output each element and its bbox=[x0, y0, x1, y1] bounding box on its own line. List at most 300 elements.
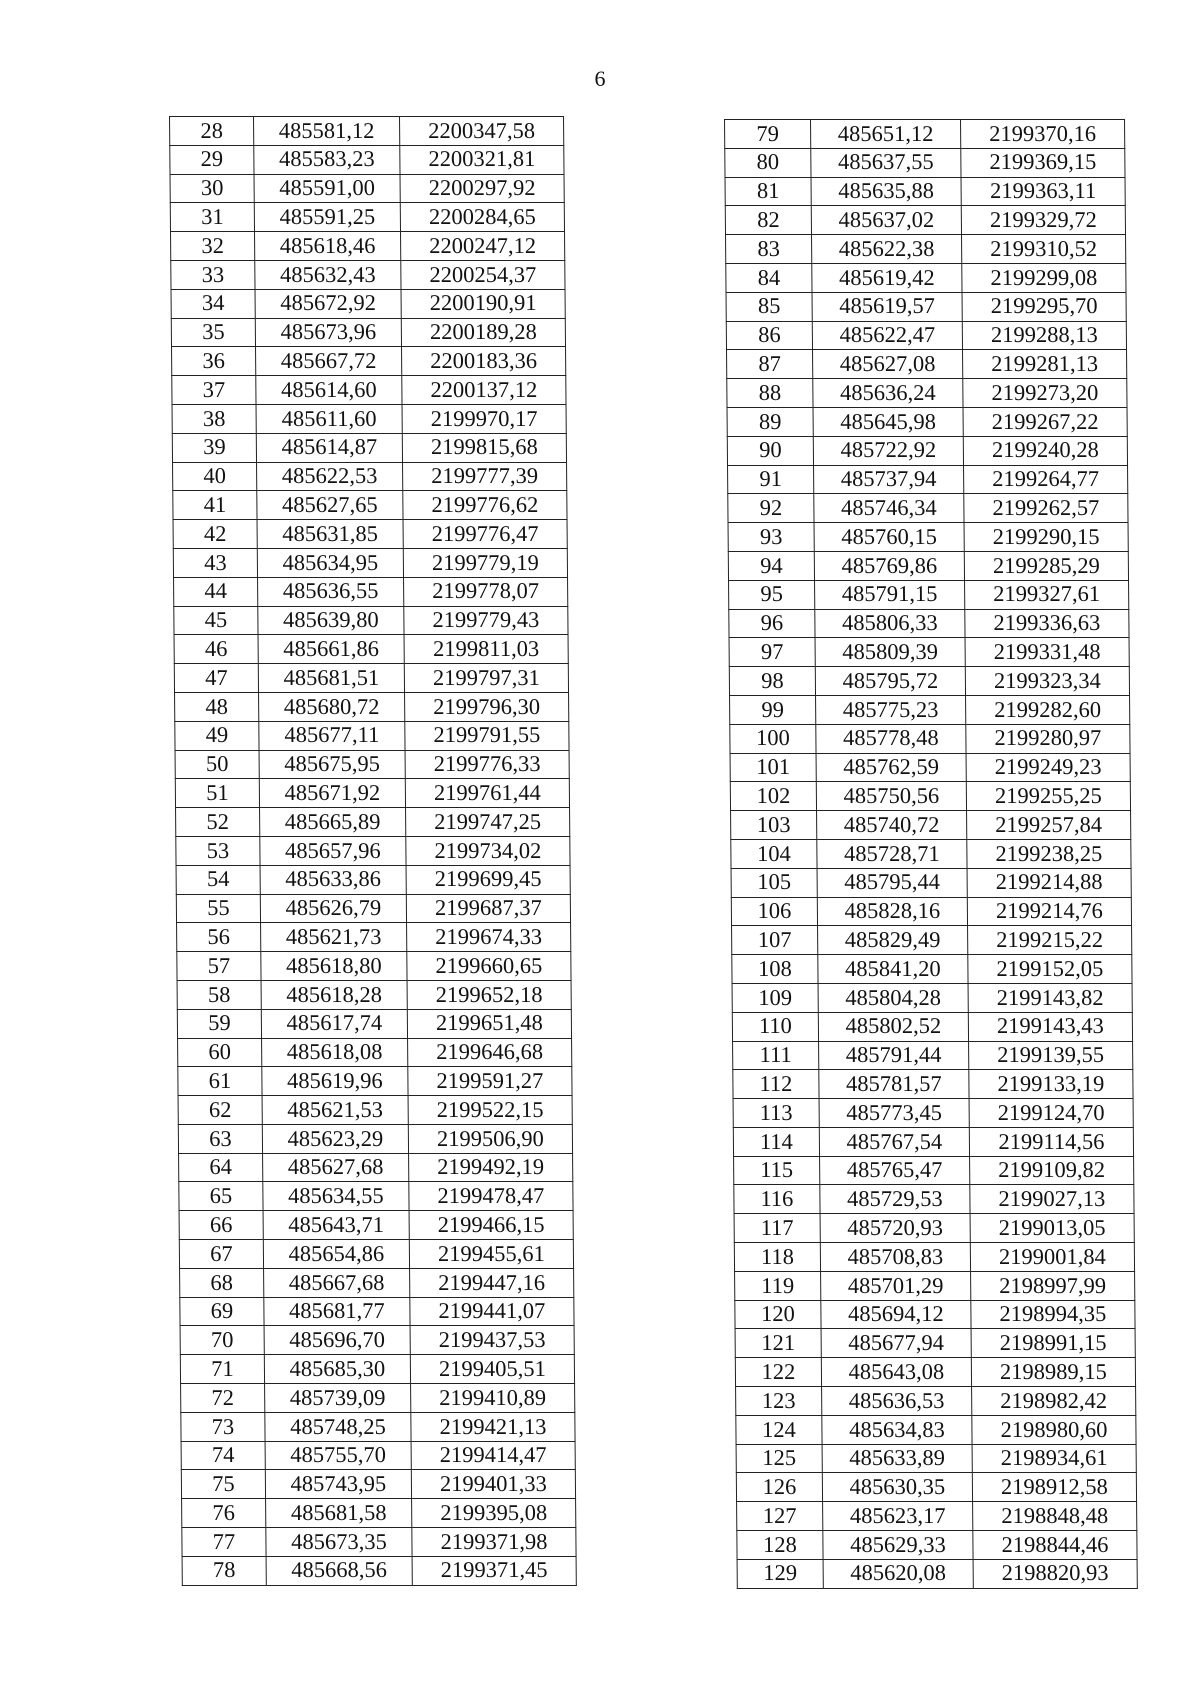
y-coordinate-cell: 2199797,31 bbox=[404, 664, 568, 693]
table-row bbox=[175, 721, 569, 750]
table-row bbox=[726, 321, 1126, 350]
x-coordinate-cell: 485765,47 bbox=[820, 1156, 970, 1185]
y-coordinate-cell: 2199441,07 bbox=[410, 1297, 574, 1326]
point-number-cell: 45 bbox=[174, 606, 258, 635]
y-coordinate-cell: 2199371,98 bbox=[412, 1528, 576, 1557]
y-coordinate-cell: 2199249,23 bbox=[966, 753, 1130, 782]
point-number-cell: 83 bbox=[726, 235, 812, 264]
table-row bbox=[732, 926, 1132, 955]
table-row bbox=[179, 1211, 573, 1240]
x-coordinate-cell: 485619,42 bbox=[812, 263, 962, 292]
table-row bbox=[728, 494, 1128, 523]
table-row bbox=[178, 1038, 572, 1067]
y-coordinate-cell: 2199652,18 bbox=[407, 980, 571, 1009]
x-coordinate-cell: 485654,86 bbox=[263, 1240, 409, 1269]
table-row bbox=[171, 289, 565, 318]
x-coordinate-cell: 485739,09 bbox=[265, 1384, 411, 1413]
point-number-cell: 64 bbox=[179, 1153, 263, 1182]
x-coordinate-cell: 485767,54 bbox=[819, 1127, 969, 1156]
point-number-cell: 118 bbox=[734, 1243, 820, 1272]
point-number-cell: 104 bbox=[731, 839, 817, 868]
x-coordinate-cell: 485631,85 bbox=[257, 520, 403, 549]
y-coordinate-cell: 2199285,29 bbox=[964, 551, 1128, 580]
x-coordinate-cell: 485672,92 bbox=[255, 289, 401, 318]
y-coordinate-cell: 2199369,15 bbox=[961, 148, 1125, 177]
y-coordinate-cell: 2199133,19 bbox=[969, 1070, 1133, 1099]
y-coordinate-cell: 2199699,45 bbox=[406, 865, 570, 894]
y-coordinate-cell: 2199331,48 bbox=[965, 638, 1129, 667]
point-number-cell: 62 bbox=[178, 1096, 262, 1125]
y-coordinate-cell: 2199336,63 bbox=[965, 609, 1129, 638]
y-coordinate-cell: 2199027,13 bbox=[970, 1185, 1134, 1214]
y-coordinate-cell: 2198848,48 bbox=[973, 1502, 1137, 1531]
table-row bbox=[730, 753, 1130, 782]
x-coordinate-cell: 485722,92 bbox=[813, 436, 963, 465]
table-row bbox=[737, 1531, 1137, 1560]
point-number-cell: 73 bbox=[181, 1412, 265, 1441]
x-coordinate-cell: 485630,35 bbox=[822, 1473, 972, 1502]
point-number-cell: 78 bbox=[182, 1556, 266, 1585]
x-coordinate-cell: 485619,96 bbox=[262, 1067, 408, 1096]
y-coordinate-cell: 2199776,47 bbox=[403, 520, 567, 549]
point-number-cell: 129 bbox=[737, 1559, 823, 1588]
point-number-cell: 97 bbox=[729, 638, 815, 667]
point-number-cell: 35 bbox=[171, 318, 255, 347]
table-row bbox=[727, 436, 1127, 465]
point-number-cell: 99 bbox=[730, 695, 816, 724]
point-number-cell: 76 bbox=[182, 1499, 266, 1528]
y-coordinate-cell: 2198844,46 bbox=[973, 1531, 1137, 1560]
x-coordinate-cell: 485635,88 bbox=[811, 177, 961, 206]
table-row bbox=[181, 1470, 575, 1499]
y-coordinate-cell: 2199109,82 bbox=[970, 1156, 1134, 1185]
y-coordinate-cell: 2199139,55 bbox=[969, 1041, 1133, 1070]
point-number-cell: 80 bbox=[725, 148, 811, 177]
y-coordinate-cell: 2200189,28 bbox=[401, 318, 565, 347]
x-coordinate-cell: 485802,52 bbox=[818, 1012, 968, 1041]
table-row bbox=[175, 750, 569, 779]
y-coordinate-cell: 2199492,19 bbox=[409, 1153, 573, 1182]
y-coordinate-cell: 2199777,39 bbox=[403, 462, 567, 491]
point-number-cell: 69 bbox=[180, 1297, 264, 1326]
point-number-cell: 72 bbox=[181, 1384, 265, 1413]
y-coordinate-cell: 2199522,15 bbox=[408, 1096, 572, 1125]
y-coordinate-cell: 2200347,58 bbox=[400, 117, 564, 146]
coordinates-table-right bbox=[724, 119, 1138, 1589]
table-row bbox=[182, 1499, 576, 1528]
point-number-cell: 79 bbox=[725, 120, 811, 149]
point-number-cell: 94 bbox=[728, 551, 814, 580]
point-number-cell: 34 bbox=[171, 289, 255, 318]
point-number-cell: 107 bbox=[732, 926, 818, 955]
y-coordinate-cell: 2199214,88 bbox=[967, 868, 1131, 897]
point-number-cell: 58 bbox=[177, 980, 261, 1009]
point-number-cell: 89 bbox=[727, 407, 813, 436]
table-row bbox=[176, 865, 570, 894]
y-coordinate-cell: 2200254,37 bbox=[401, 260, 565, 289]
point-number-cell: 128 bbox=[737, 1531, 823, 1560]
x-coordinate-cell: 485618,80 bbox=[261, 952, 407, 981]
point-number-cell: 43 bbox=[173, 548, 257, 577]
coordinates-table-right-body bbox=[725, 120, 1138, 1589]
x-coordinate-cell: 485591,25 bbox=[254, 203, 400, 232]
point-number-cell: 88 bbox=[727, 379, 813, 408]
table-row bbox=[180, 1297, 574, 1326]
y-coordinate-cell: 2198820,93 bbox=[973, 1559, 1137, 1588]
point-number-cell: 115 bbox=[734, 1156, 820, 1185]
table-row bbox=[179, 1153, 573, 1182]
point-number-cell: 87 bbox=[727, 350, 813, 379]
x-coordinate-cell: 485828,16 bbox=[817, 897, 967, 926]
x-coordinate-cell: 485633,89 bbox=[822, 1444, 972, 1473]
y-coordinate-cell: 2199395,08 bbox=[412, 1499, 576, 1528]
y-coordinate-cell: 2200247,12 bbox=[401, 232, 565, 261]
table-row bbox=[181, 1384, 575, 1413]
table-row bbox=[170, 145, 564, 174]
point-number-cell: 121 bbox=[735, 1329, 821, 1358]
y-coordinate-cell: 2199310,52 bbox=[962, 235, 1126, 264]
x-coordinate-cell: 485629,33 bbox=[823, 1531, 973, 1560]
y-coordinate-cell: 2198980,60 bbox=[972, 1415, 1136, 1444]
table-row bbox=[726, 263, 1126, 292]
point-number-cell: 74 bbox=[181, 1441, 265, 1470]
y-coordinate-cell: 2199734,02 bbox=[406, 836, 570, 865]
y-coordinate-cell: 2199238,25 bbox=[967, 839, 1131, 868]
point-number-cell: 84 bbox=[726, 263, 812, 292]
table-row bbox=[179, 1182, 573, 1211]
table-row bbox=[178, 1096, 572, 1125]
point-number-cell: 113 bbox=[733, 1099, 819, 1128]
y-coordinate-cell: 2199273,20 bbox=[963, 379, 1127, 408]
point-number-cell: 109 bbox=[732, 983, 818, 1012]
y-coordinate-cell: 2199466,15 bbox=[409, 1211, 573, 1240]
x-coordinate-cell: 485841,20 bbox=[818, 955, 968, 984]
coordinates-table-left-body bbox=[170, 117, 577, 1586]
y-coordinate-cell: 2199401,33 bbox=[411, 1470, 575, 1499]
point-number-cell: 32 bbox=[171, 232, 255, 261]
x-coordinate-cell: 485696,70 bbox=[264, 1326, 410, 1355]
point-number-cell: 101 bbox=[730, 753, 816, 782]
x-coordinate-cell: 485581,12 bbox=[254, 117, 400, 146]
x-coordinate-cell: 485591,00 bbox=[254, 174, 400, 203]
table-row bbox=[182, 1528, 576, 1557]
point-number-cell: 46 bbox=[174, 635, 258, 664]
table-row bbox=[170, 174, 564, 203]
y-coordinate-cell: 2199437,53 bbox=[410, 1326, 574, 1355]
y-coordinate-cell: 2199143,43 bbox=[968, 1012, 1132, 1041]
table-row bbox=[173, 491, 567, 520]
x-coordinate-cell: 485620,08 bbox=[823, 1559, 973, 1588]
point-number-cell: 71 bbox=[180, 1355, 264, 1384]
table-row bbox=[732, 983, 1132, 1012]
y-coordinate-cell: 2199776,62 bbox=[403, 491, 567, 520]
x-coordinate-cell: 485621,73 bbox=[261, 923, 407, 952]
x-coordinate-cell: 485668,56 bbox=[266, 1556, 412, 1585]
table-row bbox=[734, 1214, 1134, 1243]
table-row bbox=[176, 808, 570, 837]
table-row bbox=[725, 177, 1125, 206]
y-coordinate-cell: 2200284,65 bbox=[400, 203, 564, 232]
x-coordinate-cell: 485611,60 bbox=[256, 404, 402, 433]
point-number-cell: 112 bbox=[733, 1070, 819, 1099]
y-coordinate-cell: 2199811,03 bbox=[404, 635, 568, 664]
y-coordinate-cell: 2199327,61 bbox=[965, 580, 1129, 609]
x-coordinate-cell: 485634,55 bbox=[263, 1182, 409, 1211]
point-number-cell: 29 bbox=[170, 145, 254, 174]
table-row bbox=[734, 1156, 1134, 1185]
x-coordinate-cell: 485643,71 bbox=[263, 1211, 409, 1240]
point-number-cell: 123 bbox=[736, 1387, 822, 1416]
x-coordinate-cell: 485673,35 bbox=[266, 1528, 412, 1557]
point-number-cell: 67 bbox=[179, 1240, 263, 1269]
point-number-cell: 116 bbox=[734, 1185, 820, 1214]
y-coordinate-cell: 2199124,70 bbox=[969, 1099, 1133, 1128]
x-coordinate-cell: 485806,33 bbox=[815, 609, 965, 638]
table-row bbox=[727, 407, 1127, 436]
table-row bbox=[736, 1444, 1136, 1473]
y-coordinate-cell: 2199674,33 bbox=[407, 923, 571, 952]
y-coordinate-cell: 2199282,60 bbox=[966, 695, 1130, 724]
x-coordinate-cell: 485773,45 bbox=[819, 1099, 969, 1128]
table-row bbox=[172, 347, 566, 376]
x-coordinate-cell: 485636,53 bbox=[822, 1387, 972, 1416]
x-coordinate-cell: 485675,95 bbox=[259, 750, 405, 779]
x-coordinate-cell: 485645,98 bbox=[813, 407, 963, 436]
page-number: 6 bbox=[594, 66, 606, 91]
x-coordinate-cell: 485651,12 bbox=[811, 120, 961, 149]
x-coordinate-cell: 485720,93 bbox=[820, 1214, 970, 1243]
point-number-cell: 31 bbox=[170, 203, 254, 232]
table-row bbox=[731, 839, 1131, 868]
table-row bbox=[173, 462, 567, 491]
point-number-cell: 63 bbox=[178, 1124, 262, 1153]
point-number-cell: 125 bbox=[736, 1444, 822, 1473]
y-coordinate-cell: 2199295,70 bbox=[962, 292, 1126, 321]
table-row bbox=[737, 1502, 1137, 1531]
table-row bbox=[172, 376, 566, 405]
y-coordinate-cell: 2199405,51 bbox=[410, 1355, 574, 1384]
table-row bbox=[729, 580, 1129, 609]
point-number-cell: 60 bbox=[178, 1038, 262, 1067]
x-coordinate-cell: 485623,17 bbox=[823, 1502, 973, 1531]
y-coordinate-cell: 2199255,25 bbox=[966, 782, 1130, 811]
x-coordinate-cell: 485583,23 bbox=[254, 145, 400, 174]
point-number-cell: 75 bbox=[181, 1470, 265, 1499]
y-coordinate-cell: 2199776,33 bbox=[405, 750, 569, 779]
y-coordinate-cell: 2199478,47 bbox=[409, 1182, 573, 1211]
point-number-cell: 55 bbox=[176, 894, 260, 923]
y-coordinate-cell: 2198934,61 bbox=[972, 1444, 1136, 1473]
y-coordinate-cell: 2199240,28 bbox=[963, 436, 1127, 465]
point-number-cell: 52 bbox=[176, 808, 260, 837]
table-row bbox=[181, 1412, 575, 1441]
x-coordinate-cell: 485643,08 bbox=[821, 1358, 971, 1387]
point-number-cell: 37 bbox=[172, 376, 256, 405]
table-row bbox=[729, 667, 1129, 696]
y-coordinate-cell: 2199323,34 bbox=[965, 667, 1129, 696]
table-row bbox=[735, 1271, 1135, 1300]
y-coordinate-cell: 2199114,56 bbox=[969, 1127, 1133, 1156]
x-coordinate-cell: 485617,74 bbox=[261, 1009, 407, 1038]
point-number-cell: 81 bbox=[725, 177, 811, 206]
y-coordinate-cell: 2199506,90 bbox=[408, 1124, 572, 1153]
table-row bbox=[734, 1185, 1134, 1214]
y-coordinate-cell: 2199257,84 bbox=[967, 811, 1131, 840]
x-coordinate-cell: 485622,38 bbox=[812, 235, 962, 264]
table-row bbox=[181, 1441, 575, 1470]
table-row bbox=[731, 868, 1131, 897]
y-coordinate-cell: 2199152,05 bbox=[968, 955, 1132, 984]
x-coordinate-cell: 485621,53 bbox=[262, 1096, 408, 1125]
point-number-cell: 106 bbox=[731, 897, 817, 926]
x-coordinate-cell: 485627,08 bbox=[813, 350, 963, 379]
y-coordinate-cell: 2199651,48 bbox=[407, 1009, 571, 1038]
table-row bbox=[726, 292, 1126, 321]
x-coordinate-cell: 485667,72 bbox=[256, 347, 402, 376]
y-coordinate-cell: 2198912,58 bbox=[972, 1473, 1136, 1502]
y-coordinate-cell: 2199414,47 bbox=[411, 1441, 575, 1470]
x-coordinate-cell: 485667,68 bbox=[264, 1268, 410, 1297]
table-row bbox=[735, 1329, 1135, 1358]
x-coordinate-cell: 485657,96 bbox=[260, 836, 406, 865]
x-coordinate-cell: 485623,29 bbox=[262, 1124, 408, 1153]
x-coordinate-cell: 485781,57 bbox=[819, 1070, 969, 1099]
point-number-cell: 30 bbox=[170, 174, 254, 203]
table-row bbox=[735, 1358, 1135, 1387]
y-coordinate-cell: 2199288,13 bbox=[962, 321, 1126, 350]
point-number-cell: 103 bbox=[731, 811, 817, 840]
x-coordinate-cell: 485636,24 bbox=[813, 379, 963, 408]
y-coordinate-cell: 2199267,22 bbox=[963, 407, 1127, 436]
table-row bbox=[733, 1070, 1133, 1099]
x-coordinate-cell: 485637,02 bbox=[811, 206, 961, 235]
point-number-cell: 82 bbox=[725, 206, 811, 235]
table-row bbox=[170, 203, 564, 232]
table-row bbox=[171, 232, 565, 261]
x-coordinate-cell: 485677,11 bbox=[259, 721, 405, 750]
x-coordinate-cell: 485729,53 bbox=[820, 1185, 970, 1214]
x-coordinate-cell: 485614,87 bbox=[256, 433, 402, 462]
x-coordinate-cell: 485665,89 bbox=[260, 808, 406, 837]
point-number-cell: 124 bbox=[736, 1415, 822, 1444]
x-coordinate-cell: 485627,68 bbox=[263, 1153, 409, 1182]
x-coordinate-cell: 485614,60 bbox=[256, 376, 402, 405]
point-number-cell: 111 bbox=[733, 1041, 819, 1070]
point-number-cell: 65 bbox=[179, 1182, 263, 1211]
table-row bbox=[728, 551, 1128, 580]
x-coordinate-cell: 485728,71 bbox=[817, 839, 967, 868]
x-coordinate-cell: 485626,79 bbox=[260, 894, 406, 923]
table-row bbox=[733, 1099, 1133, 1128]
table-row bbox=[732, 955, 1132, 984]
point-number-cell: 108 bbox=[732, 955, 818, 984]
table-row bbox=[733, 1127, 1133, 1156]
table-row bbox=[174, 606, 568, 635]
x-coordinate-cell: 485762,59 bbox=[816, 753, 966, 782]
x-coordinate-cell: 485748,25 bbox=[265, 1412, 411, 1441]
x-coordinate-cell: 485743,95 bbox=[265, 1470, 411, 1499]
point-number-cell: 114 bbox=[733, 1127, 819, 1156]
y-coordinate-cell: 2199421,13 bbox=[411, 1412, 575, 1441]
point-number-cell: 96 bbox=[729, 609, 815, 638]
x-coordinate-cell: 485694,12 bbox=[821, 1300, 971, 1329]
table-row bbox=[725, 206, 1125, 235]
table-row bbox=[174, 635, 568, 664]
point-number-cell: 86 bbox=[726, 321, 812, 350]
x-coordinate-cell: 485627,65 bbox=[257, 491, 403, 520]
y-coordinate-cell: 2199815,68 bbox=[402, 433, 566, 462]
table-row bbox=[175, 692, 569, 721]
table-row bbox=[725, 120, 1125, 149]
x-coordinate-cell: 485791,15 bbox=[815, 580, 965, 609]
x-coordinate-cell: 485804,28 bbox=[818, 983, 968, 1012]
y-coordinate-cell: 2199591,27 bbox=[408, 1067, 572, 1096]
y-coordinate-cell: 2199264,77 bbox=[964, 465, 1128, 494]
table-row bbox=[174, 664, 568, 693]
point-number-cell: 93 bbox=[728, 523, 814, 552]
x-coordinate-cell: 485775,23 bbox=[816, 695, 966, 724]
y-coordinate-cell: 2199447,16 bbox=[410, 1268, 574, 1297]
point-number-cell: 90 bbox=[727, 436, 813, 465]
table-row bbox=[730, 782, 1130, 811]
x-coordinate-cell: 485795,44 bbox=[817, 868, 967, 897]
y-coordinate-cell: 2199779,19 bbox=[403, 548, 567, 577]
point-number-cell: 57 bbox=[177, 952, 261, 981]
point-number-cell: 53 bbox=[176, 836, 260, 865]
point-number-cell: 92 bbox=[728, 494, 814, 523]
table-row bbox=[726, 235, 1126, 264]
x-coordinate-cell: 485681,58 bbox=[266, 1499, 412, 1528]
point-number-cell: 91 bbox=[728, 465, 814, 494]
y-coordinate-cell: 2199299,08 bbox=[962, 263, 1126, 292]
point-number-cell: 98 bbox=[729, 667, 815, 696]
point-number-cell: 42 bbox=[173, 520, 257, 549]
coordinates-table-left bbox=[169, 116, 577, 1586]
point-number-cell: 117 bbox=[734, 1214, 820, 1243]
table-row bbox=[733, 1041, 1133, 1070]
table-row bbox=[729, 609, 1129, 638]
table-row bbox=[175, 779, 569, 808]
point-number-cell: 48 bbox=[175, 692, 259, 721]
y-coordinate-cell: 2199970,17 bbox=[402, 404, 566, 433]
y-coordinate-cell: 2199410,89 bbox=[411, 1384, 575, 1413]
point-number-cell: 36 bbox=[172, 347, 256, 376]
point-number-cell: 102 bbox=[730, 782, 816, 811]
x-coordinate-cell: 485829,49 bbox=[818, 926, 968, 955]
x-coordinate-cell: 485619,57 bbox=[812, 292, 962, 321]
point-number-cell: 54 bbox=[176, 865, 260, 894]
point-number-cell: 50 bbox=[175, 750, 259, 779]
table-row bbox=[725, 148, 1125, 177]
table-row bbox=[730, 724, 1130, 753]
y-coordinate-cell: 2199013,05 bbox=[970, 1214, 1134, 1243]
x-coordinate-cell: 485778,48 bbox=[816, 724, 966, 753]
table-row bbox=[178, 1067, 572, 1096]
table-row bbox=[182, 1556, 576, 1585]
point-number-cell: 28 bbox=[170, 117, 254, 146]
y-coordinate-cell: 2198997,99 bbox=[971, 1271, 1135, 1300]
table-row bbox=[731, 897, 1131, 926]
x-coordinate-cell: 485791,44 bbox=[819, 1041, 969, 1070]
x-coordinate-cell: 485701,29 bbox=[821, 1271, 971, 1300]
y-coordinate-cell: 2199329,72 bbox=[961, 206, 1125, 235]
x-coordinate-cell: 485639,80 bbox=[258, 606, 404, 635]
table-row bbox=[727, 350, 1127, 379]
y-coordinate-cell: 2199363,11 bbox=[961, 177, 1125, 206]
table-row bbox=[180, 1355, 574, 1384]
x-coordinate-cell: 485618,28 bbox=[261, 980, 407, 1009]
table-row bbox=[173, 520, 567, 549]
